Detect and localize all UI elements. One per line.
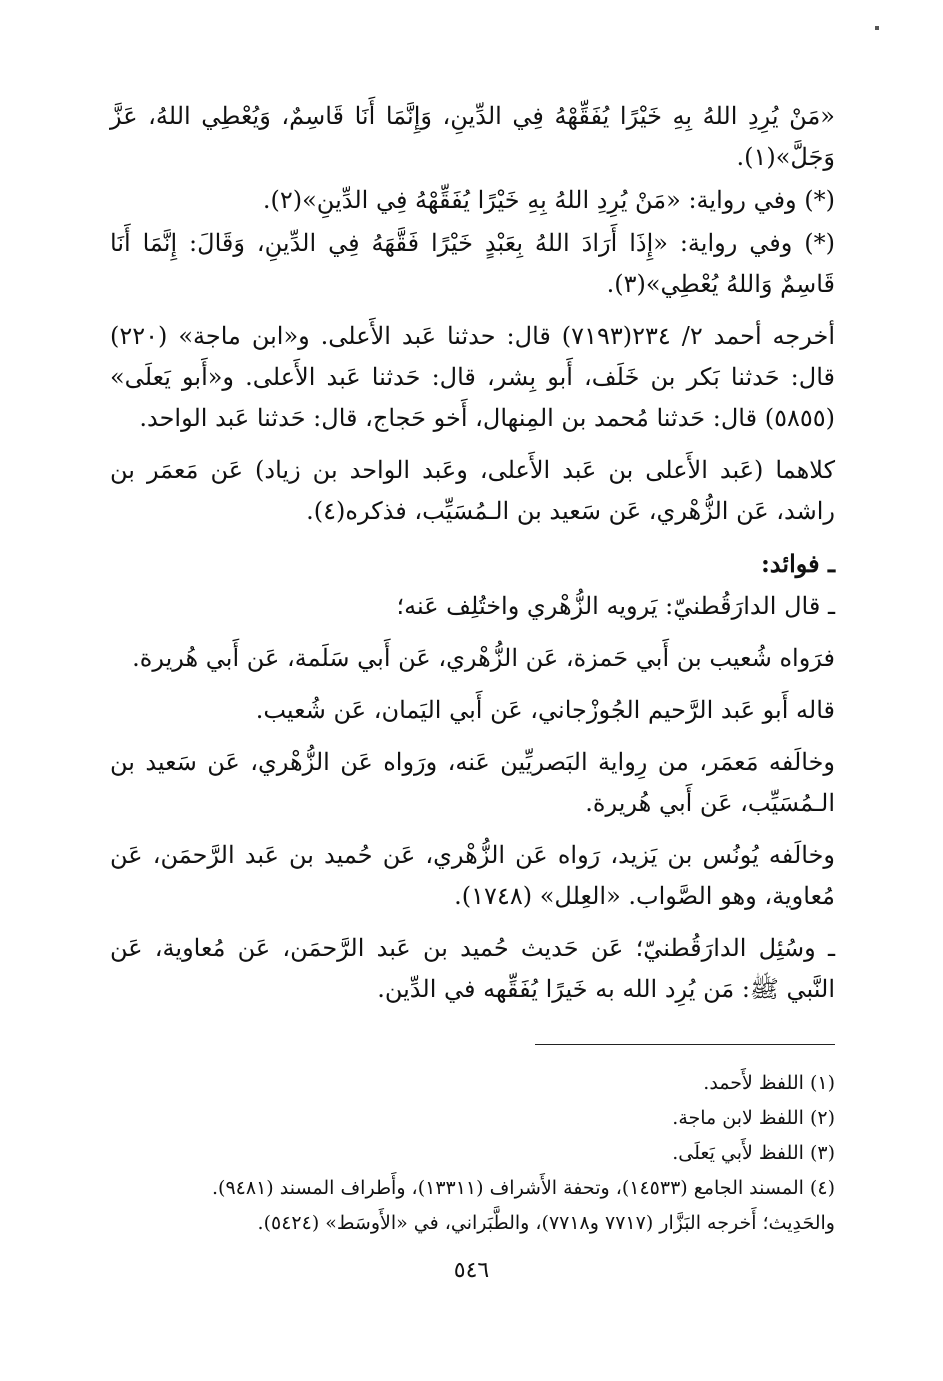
main-text	[110, 96, 835, 1021]
footnote-1: (١) اللفظ لأَحمد.	[703, 1072, 835, 1094]
shuayb-paragraph: فرَواه شُعيب بن أَبي حَمزة، عَن الزُّهْري، عَن أَبي سَلَمة، عَن أَبي هُريرة.	[132, 644, 835, 672]
footnote-4-continued: والحَدِيث؛ أَخرجه البَزَّار (٧٧١٧ و٧٧١٨)، والطَّبَراني، في «الأَوسَط» (٥٤٢٤).	[257, 1212, 835, 1234]
mamar-paragraph: وخالَفه مَعمَر، من رِواية البَصريِّين عَنه، ورَواه عَن الزُّهْري، عَن سَعيد بن الـمُسَيِّب، عَن أَبي هُريرة.	[110, 748, 835, 817]
page-number: ٥٤٦	[453, 1258, 490, 1283]
kilahuma-paragraph: كلاهما (عَبد الأَعلى بن عَبد الأَعلى، وعَبد الواحد بن زياد) عَن مَعمَر بن راشد، عَن الزُّهْري، عَن سَعيد بن الـمُسَيِّب، فذكره(٤).	[110, 456, 835, 525]
fawaid-heading: ـ فوائد:	[760, 549, 835, 578]
footnotes	[110, 1066, 835, 1241]
footnote-3: (٣) اللفظ لأَبي يَعلَى.	[672, 1142, 835, 1164]
daraqutni-quote-1: ـ قال الدارَقُطنيّ: يَرويه الزُّهْري واختُلِف عَنه؛	[396, 592, 835, 620]
footnote-divider	[535, 1044, 835, 1045]
riwaya-2: (*) وفي رواية: «إِذَا أَرَادَ اللهُ بِعَبْدٍ خَيْرًا فَقَّهَهُ فِي الدِّينِ، وَقَالَ: إِنَّمَا أَنَا قَاسِمٌ وَاللهُ يُعْطِي»(٣).	[110, 229, 835, 298]
daraqutni-quote-2: ـ وسُئِل الدارَقُطنيّ؛ عَن حَديث حُميد بن عَبد الرَّحمَن، عَن مُعاوية، عَن النَّبي ﷺ: مَن يُرِد الله به خَيرًا يُفَقِّهه في الدِّين.	[110, 934, 835, 1003]
scan-mark	[875, 26, 879, 30]
footnote-2: (٢) اللفظ لابن ماجة.	[672, 1107, 835, 1129]
hadith-main: «مَنْ يُرِدِ اللهُ بِهِ خَيْرًا يُفَقِّهْهُ فِي الدِّينِ، وَإِنَّمَا أَنَا قَاسِمٌ، وَيُعْطِي اللهُ، عَزَّ وَجَلَّ»(١).	[110, 102, 835, 171]
qalahu-paragraph: قاله أَبو عَبد الرَّحيم الجُوزْجاني، عَن أَبي اليَمان، عَن شُعيب.	[255, 696, 835, 724]
yunus-paragraph: وخالَفه يُونُس بن يَزيد، رَواه عَن الزُّهْري، عَن حُميد بن عَبد الرَّحمَن، عَن مُعاوية، وهو الصَّواب. «العِلل» (١٧٤٨).	[110, 841, 835, 910]
riwaya-1: (*) وفي رواية: «مَنْ يُرِدِ اللهُ بِهِ خَيْرًا يُفَقِّهْهُ فِي الدِّينِ»(٢).	[262, 186, 835, 214]
takhrij-paragraph: أخرجه أحمد ٢/ ٢٣٤(٧١٩٣) قال: حدثنا عَبد الأَعلى. و«ابن ماجة» (٢٢٠) قال: حَدثنا بَكر بن خَلَف، أَبو بِشر، قال: حَدثنا عَبد الأَعلى. و«أَبو يَعلَى» (٥٨٥٥) قال: حَدثنا مُحمد بن المِنهال، أَخو حَجاج، قال: حَدثنا عَبد الواحد.	[110, 322, 836, 432]
footnote-4: (٤) المسند الجامع (١٤٥٣٣)، وتحفة الأَشراف (١٣٣١١)، وأَطراف المسند (٩٤٨١).	[212, 1177, 835, 1199]
